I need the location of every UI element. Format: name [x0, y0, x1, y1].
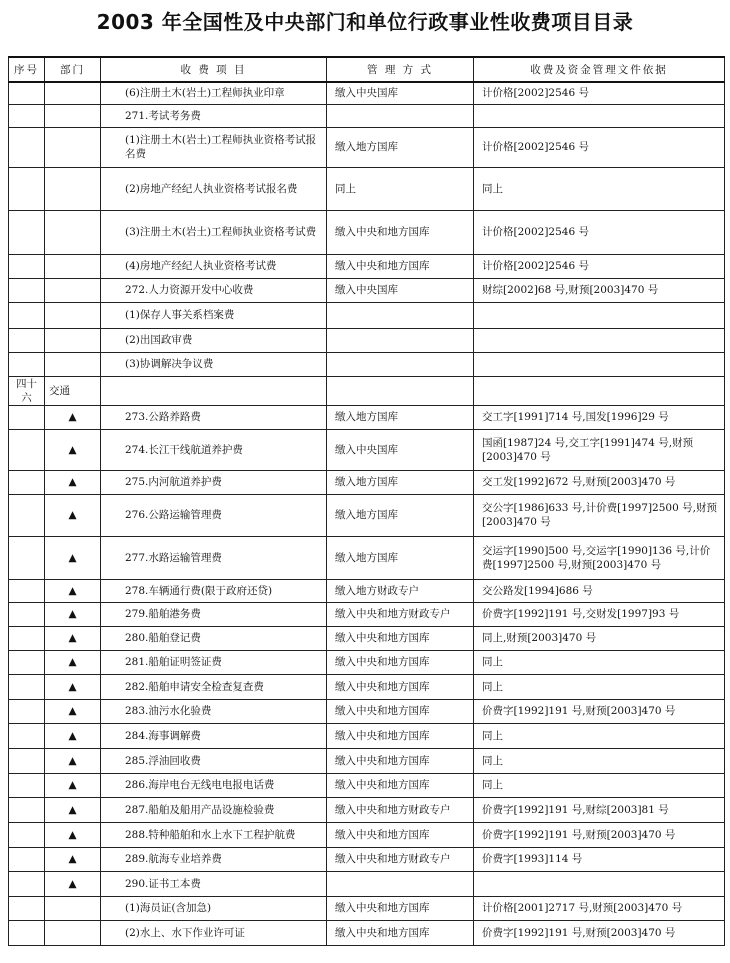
- seq-cell: [9, 674, 45, 699]
- header-dept: 部门: [45, 57, 101, 82]
- mgmt-cell: 缴入中央和地方国库: [327, 723, 474, 748]
- table-row: [9, 579, 725, 602]
- table-row: [9, 210, 725, 254]
- dept-cell: [45, 302, 101, 328]
- item-cell: (1)保存人事关系档案费: [101, 302, 327, 328]
- mgmt-cell: 缴入中央国库: [327, 82, 474, 104]
- table-row: [9, 352, 725, 376]
- seq-cell: [9, 82, 45, 104]
- triangle-marker-icon: ▲: [45, 626, 101, 650]
- dept-cell: 交通: [45, 376, 101, 405]
- table-row: [9, 302, 725, 328]
- seq-cell: [9, 127, 45, 167]
- item-cell: 286.海岸电台无线电电报电话费: [101, 773, 327, 797]
- item-cell: 284.海事调解费: [101, 723, 327, 748]
- table-row: [9, 127, 725, 167]
- mgmt-cell: 缴入中央和地方国库: [327, 822, 474, 847]
- mgmt-cell: [327, 352, 474, 376]
- item-cell: (6)注册土木(岩土)工程师执业印章: [101, 82, 327, 104]
- dept-cell: [45, 352, 101, 376]
- seq-cell: [9, 699, 45, 723]
- seq-cell: [9, 602, 45, 626]
- mgmt-cell: [327, 871, 474, 896]
- mgmt-cell: 缴入中央和地方财政专户: [327, 797, 474, 822]
- mgmt-cell: 缴入中央和地方国库: [327, 674, 474, 699]
- item-cell: (1)海员证(含加急): [101, 896, 327, 920]
- dept-cell: [45, 82, 101, 104]
- mgmt-cell: 缴入地方国库: [327, 470, 474, 494]
- seq-cell: [9, 210, 45, 254]
- header-seq: 序号: [9, 57, 45, 82]
- seq-cell: [9, 167, 45, 210]
- mgmt-cell: 缴入中央国库: [327, 278, 474, 302]
- basis-cell: 交工字[1991]714 号,国发[1996]29 号: [474, 405, 725, 429]
- triangle-marker-icon: ▲: [45, 748, 101, 773]
- seq-cell: [9, 871, 45, 896]
- dept-cell: [45, 167, 101, 210]
- item-cell: 271.考试考务费: [101, 104, 327, 127]
- dept-cell: [45, 328, 101, 352]
- triangle-marker-icon: ▲: [45, 470, 101, 494]
- header-basis: 收费及资金管理文件依据: [474, 57, 725, 82]
- mgmt-cell: [327, 302, 474, 328]
- triangle-marker-icon: ▲: [45, 723, 101, 748]
- basis-cell: 同上: [474, 167, 725, 210]
- triangle-marker-icon: ▲: [45, 650, 101, 674]
- dept-cell: [45, 210, 101, 254]
- item-cell: 290.证书工本费: [101, 871, 327, 896]
- item-cell: (2)房地产经纪人执业资格考试报名费: [101, 167, 327, 210]
- table-row: [9, 748, 725, 773]
- seq-cell: [9, 896, 45, 920]
- mgmt-cell: 缴入中央国库: [327, 429, 474, 470]
- item-cell: 288.特种船舶和水上水下工程护航费: [101, 822, 327, 847]
- seq-cell: [9, 104, 45, 127]
- table-body: [9, 82, 725, 945]
- seq-cell: [9, 920, 45, 945]
- mgmt-cell: 缴入中央和地方财政专户: [327, 847, 474, 871]
- table-row: [9, 871, 725, 896]
- table-row: [9, 376, 725, 405]
- mgmt-cell: 缴入地方国库: [327, 127, 474, 167]
- seq-cell: [9, 650, 45, 674]
- seq-cell: [9, 579, 45, 602]
- triangle-marker-icon: ▲: [45, 773, 101, 797]
- item-cell: 277.水路运输管理费: [101, 536, 327, 579]
- seq-cell: [9, 797, 45, 822]
- basis-cell: 同上: [474, 674, 725, 699]
- triangle-marker-icon: ▲: [45, 674, 101, 699]
- mgmt-cell: 缴入中央和地方国库: [327, 748, 474, 773]
- basis-cell: [474, 302, 725, 328]
- mgmt-cell: 缴入地方国库: [327, 405, 474, 429]
- seq-cell: [9, 405, 45, 429]
- item-cell: 275.内河航道养护费: [101, 470, 327, 494]
- table-row: [9, 494, 725, 536]
- mgmt-cell: 缴入中央和地方财政专户: [327, 602, 474, 626]
- triangle-marker-icon: ▲: [45, 699, 101, 723]
- table-row: [9, 797, 725, 822]
- item-cell: 279.船舶港务费: [101, 602, 327, 626]
- basis-cell: [474, 328, 725, 352]
- item-cell: 282.船舶申请安全检查复查费: [101, 674, 327, 699]
- basis-cell: 价费字[1992]191 号,交财发[1997]93 号: [474, 602, 725, 626]
- mgmt-cell: 缴入中央和地方国库: [327, 650, 474, 674]
- item-cell: (4)房地产经纪人执业资格考试费: [101, 254, 327, 278]
- seq-cell: [9, 748, 45, 773]
- table-row: [9, 254, 725, 278]
- triangle-marker-icon: ▲: [45, 797, 101, 822]
- table-row: [9, 470, 725, 494]
- basis-cell: 同上,财预[2003]470 号: [474, 626, 725, 650]
- mgmt-cell: 缴入中央和地方国库: [327, 920, 474, 945]
- triangle-marker-icon: ▲: [45, 579, 101, 602]
- table-row: [9, 674, 725, 699]
- item-cell: 273.公路养路费: [101, 405, 327, 429]
- item-cell: 283.油污水化验费: [101, 699, 327, 723]
- item-cell: (3)协调解决争议费: [101, 352, 327, 376]
- triangle-marker-icon: ▲: [45, 602, 101, 626]
- basis-cell: [474, 104, 725, 127]
- seq-cell: [9, 847, 45, 871]
- mgmt-cell: 缴入中央和地方国库: [327, 210, 474, 254]
- basis-cell: 价费字[1992]191 号,财综[2003]81 号: [474, 797, 725, 822]
- mgmt-cell: [327, 328, 474, 352]
- table-row: [9, 650, 725, 674]
- basis-cell: [474, 352, 725, 376]
- basis-cell: 同上: [474, 773, 725, 797]
- table-row: [9, 723, 725, 748]
- dept-cell: [45, 254, 101, 278]
- item-cell: [101, 376, 327, 405]
- mgmt-cell: [327, 376, 474, 405]
- dept-cell: [45, 104, 101, 127]
- item-cell: 272.人力资源开发中心收费: [101, 278, 327, 302]
- dept-cell: [45, 896, 101, 920]
- table-row: [9, 429, 725, 470]
- triangle-marker-icon: ▲: [45, 871, 101, 896]
- item-cell: (1)注册土木(岩土)工程师执业资格考试报名费: [101, 127, 327, 167]
- basis-cell: 价费字[1992]191 号,财预[2003]470 号: [474, 920, 725, 945]
- seq-cell: [9, 536, 45, 579]
- basis-cell: 同上: [474, 723, 725, 748]
- seq-cell: [9, 429, 45, 470]
- seq-cell: [9, 302, 45, 328]
- basis-cell: 交公字[1986]633 号,计价费[1997]2500 号,财预[2003]470 号: [474, 494, 725, 536]
- table-row: [9, 328, 725, 352]
- mgmt-cell: 缴入中央和地方国库: [327, 626, 474, 650]
- triangle-marker-icon: ▲: [45, 822, 101, 847]
- table-row: [9, 847, 725, 871]
- seq-cell: [9, 328, 45, 352]
- seq-cell: [9, 254, 45, 278]
- mgmt-cell: 缴入中央和地方国库: [327, 773, 474, 797]
- triangle-marker-icon: ▲: [45, 494, 101, 536]
- basis-cell: 财综[2002]68 号,财预[2003]470 号: [474, 278, 725, 302]
- basis-cell: 计价格[2002]2546 号: [474, 254, 725, 278]
- seq-cell: [9, 352, 45, 376]
- seq-cell: [9, 822, 45, 847]
- seq-cell: [9, 278, 45, 302]
- table-row: [9, 602, 725, 626]
- mgmt-cell: 缴入中央和地方国库: [327, 896, 474, 920]
- table-row: [9, 278, 725, 302]
- item-cell: 281.船舶证明签证费: [101, 650, 327, 674]
- item-cell: 289.航海专业培养费: [101, 847, 327, 871]
- mgmt-cell: 缴入中央和地方国库: [327, 699, 474, 723]
- table-row: [9, 82, 725, 104]
- triangle-marker-icon: ▲: [45, 405, 101, 429]
- basis-cell: 计价格[2002]2546 号: [474, 82, 725, 104]
- mgmt-cell: 同上: [327, 167, 474, 210]
- seq-cell: 四十六: [9, 376, 45, 405]
- table-row: [9, 773, 725, 797]
- table-row: [9, 104, 725, 127]
- basis-cell: 同上: [474, 748, 725, 773]
- item-cell: (2)出国政审费: [101, 328, 327, 352]
- seq-cell: [9, 773, 45, 797]
- table-row: [9, 626, 725, 650]
- seq-cell: [9, 626, 45, 650]
- basis-cell: 价费字[1993]114 号: [474, 847, 725, 871]
- seq-cell: [9, 470, 45, 494]
- table-row: [9, 822, 725, 847]
- table-row: [9, 896, 725, 920]
- item-cell: (2)水上、水下作业许可证: [101, 920, 327, 945]
- basis-cell: 计价格[2001]2717 号,财预[2003]470 号: [474, 896, 725, 920]
- basis-cell: [474, 376, 725, 405]
- item-cell: (3)注册土木(岩土)工程师执业资格考试费: [101, 210, 327, 254]
- dept-cell: [45, 127, 101, 167]
- table-row: [9, 699, 725, 723]
- item-cell: 278.车辆通行费(限于政府还贷): [101, 579, 327, 602]
- dept-cell: [45, 920, 101, 945]
- triangle-marker-icon: ▲: [45, 847, 101, 871]
- basis-cell: 交公路发[1994]686 号: [474, 579, 725, 602]
- triangle-marker-icon: ▲: [45, 536, 101, 579]
- item-cell: 276.公路运输管理费: [101, 494, 327, 536]
- basis-cell: [474, 871, 725, 896]
- item-cell: 287.船舶及船用产品设施检验费: [101, 797, 327, 822]
- mgmt-cell: 缴入中央和地方国库: [327, 254, 474, 278]
- basis-cell: 价费字[1992]191 号,财预[2003]470 号: [474, 699, 725, 723]
- basis-cell: 计价格[2002]2546 号: [474, 127, 725, 167]
- seq-cell: [9, 494, 45, 536]
- basis-cell: 国函[1987]24 号,交工字[1991]474 号,财预[2003]470 号: [474, 429, 725, 470]
- dept-cell: [45, 278, 101, 302]
- mgmt-cell: 缴入地方国库: [327, 536, 474, 579]
- mgmt-cell: 缴入地方国库: [327, 494, 474, 536]
- basis-cell: 交工发[1992]672 号,财预[2003]470 号: [474, 470, 725, 494]
- table-row: [9, 536, 725, 579]
- header-item: 收 费 项 目: [101, 57, 327, 82]
- item-cell: 274.长江干线航道养护费: [101, 429, 327, 470]
- header-mgmt: 管 理 方 式: [327, 57, 474, 82]
- basis-cell: 价费字[1992]191 号,财预[2003]470 号: [474, 822, 725, 847]
- fee-catalog-table: [8, 56, 725, 946]
- item-cell: 280.船舶登记费: [101, 626, 327, 650]
- basis-cell: 同上: [474, 650, 725, 674]
- page-title: 2003 年全国性及中央部门和单位行政事业性收费项目目录: [96, 10, 634, 34]
- mgmt-cell: 缴入地方财政专户: [327, 579, 474, 602]
- seq-cell: [9, 723, 45, 748]
- basis-cell: 计价格[2002]2546 号: [474, 210, 725, 254]
- item-cell: 285.浮油回收费: [101, 748, 327, 773]
- basis-cell: 交运字[1990]500 号,交运字[1990]136 号,计价费[1997]2500 号,财预[2003]470 号: [474, 536, 725, 579]
- table-row: [9, 920, 725, 945]
- table-header-row: [9, 57, 725, 82]
- mgmt-cell: [327, 104, 474, 127]
- table-row: [9, 405, 725, 429]
- triangle-marker-icon: ▲: [45, 429, 101, 470]
- table-row: [9, 167, 725, 210]
